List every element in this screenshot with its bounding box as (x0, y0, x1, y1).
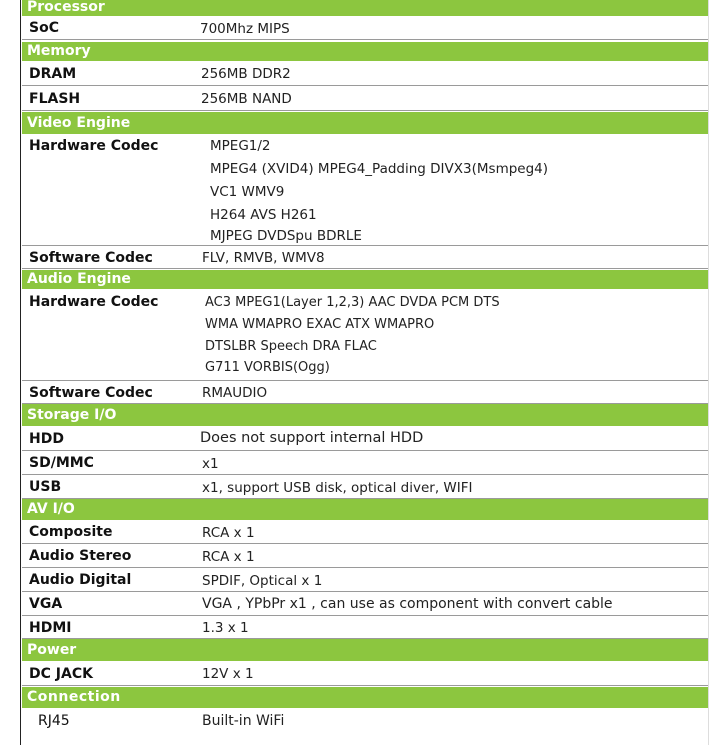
row-value-vga: VGA , YPbPr x1 , can use as component with convert cable (202, 596, 613, 612)
table-row-audio-stereo (22, 544, 708, 568)
row-label-audio-software-codec: Software Codec (29, 385, 153, 401)
table-row-audio-digital (22, 568, 708, 592)
row-value-sd-mmc: x1 (202, 456, 219, 472)
row-label-flash: FLASH (29, 91, 81, 107)
row-label-soc: SoC (29, 20, 59, 36)
row-label-audio-digital: Audio Digital (29, 572, 132, 588)
row-label-video-hardware-codec: Hardware Codec (29, 138, 159, 154)
row-value-composite: RCA x 1 (202, 525, 255, 541)
table-row-soc (22, 16, 708, 40)
row-label-audio-hardware-codec: Hardware Codec (29, 294, 159, 310)
table-row-vga (22, 592, 708, 616)
row-value-rj45: Built-in WiFi (202, 713, 285, 729)
row-value-soc: 700Mhz MIPS (200, 21, 290, 37)
table-row-audio-hardware-codec (22, 289, 708, 381)
row-value-video-hw-5: MJPEG DVDSpu BDRLE (210, 228, 362, 244)
table-row-composite (22, 520, 708, 544)
row-value-hdmi: 1.3 x 1 (202, 620, 249, 636)
row-value-audio-hw-2: WMA WMAPRO EXAC ATX WMAPRO (205, 317, 435, 332)
row-value-video-hw-2: MPEG4 (XVID4) MPEG4_Padding DIVX3(Msmpeg4) (210, 161, 549, 177)
row-label-video-software-codec: Software Codec (29, 250, 153, 266)
table-row-hdmi (22, 616, 708, 639)
section-header-memory: Memory (22, 42, 708, 61)
row-value-usb: x1, support USB disk, optical diver, WIFI (202, 480, 473, 496)
section-header-processor: Processor (22, 0, 708, 16)
table-row-usb (22, 475, 708, 499)
table-right-border (708, 0, 709, 745)
section-header-connection: Connection (22, 687, 708, 708)
row-label-dram: DRAM (29, 66, 77, 82)
row-label-usb: USB (29, 479, 62, 495)
table-row-video-hardware-codec (22, 134, 708, 246)
row-value-audio-stereo: RCA x 1 (202, 549, 255, 565)
row-value-audio-digital: SPDIF, Optical x 1 (202, 573, 323, 589)
row-label-dc-jack: DC JACK (29, 666, 93, 682)
row-value-video-software-codec: FLV, RMVB, WMV8 (202, 250, 325, 266)
section-header-audio-engine: Audio Engine (22, 270, 708, 289)
section-header-av-io: AV I/O (22, 499, 708, 520)
row-value-dram: 256MB DDR2 (201, 66, 291, 82)
row-value-video-hw-4: H264 AVS H261 (210, 207, 317, 223)
row-value-dc-jack: 12V x 1 (202, 666, 254, 682)
section-header-video-engine: Video Engine (22, 112, 708, 134)
row-value-flash: 256MB NAND (201, 91, 292, 107)
section-header-power: Power (22, 639, 708, 661)
row-label-hdd: HDD (29, 431, 64, 447)
row-label-sd-mmc: SD/MMC (29, 455, 94, 471)
row-value-video-hw-3: VC1 WMV9 (210, 184, 285, 200)
row-label-rj45: RJ45 (38, 713, 70, 729)
table-row-audio-software-codec (22, 381, 708, 404)
section-header-storage-io: Storage I/O (22, 404, 708, 426)
table-row-dc-jack (22, 661, 708, 686)
row-value-audio-hw-4: G711 VORBIS(Ogg) (205, 360, 330, 375)
table-row-rj45 (22, 708, 708, 736)
row-value-audio-software-codec: RMAUDIO (202, 385, 268, 401)
table-row-sd-mmc (22, 451, 708, 475)
row-label-audio-stereo: Audio Stereo (29, 548, 132, 564)
row-label-composite: Composite (29, 524, 113, 540)
row-value-video-hw-1: MPEG1/2 (210, 138, 271, 154)
table-row-video-software-codec (22, 246, 708, 269)
table-row-flash (22, 86, 708, 111)
row-value-audio-hw-3: DTSLBR Speech DRA FLAC (205, 339, 377, 354)
table-row-dram (22, 61, 708, 86)
row-label-hdmi: HDMI (29, 620, 72, 636)
table-left-border (20, 0, 21, 745)
row-value-audio-hw-1: AC3 MPEG1(Layer 1,2,3) AAC DVDA PCM DTS (205, 295, 500, 310)
row-value-hdd: Does not support internal HDD (200, 430, 424, 446)
row-label-vga: VGA (29, 596, 63, 612)
table-row-hdd (22, 426, 708, 451)
